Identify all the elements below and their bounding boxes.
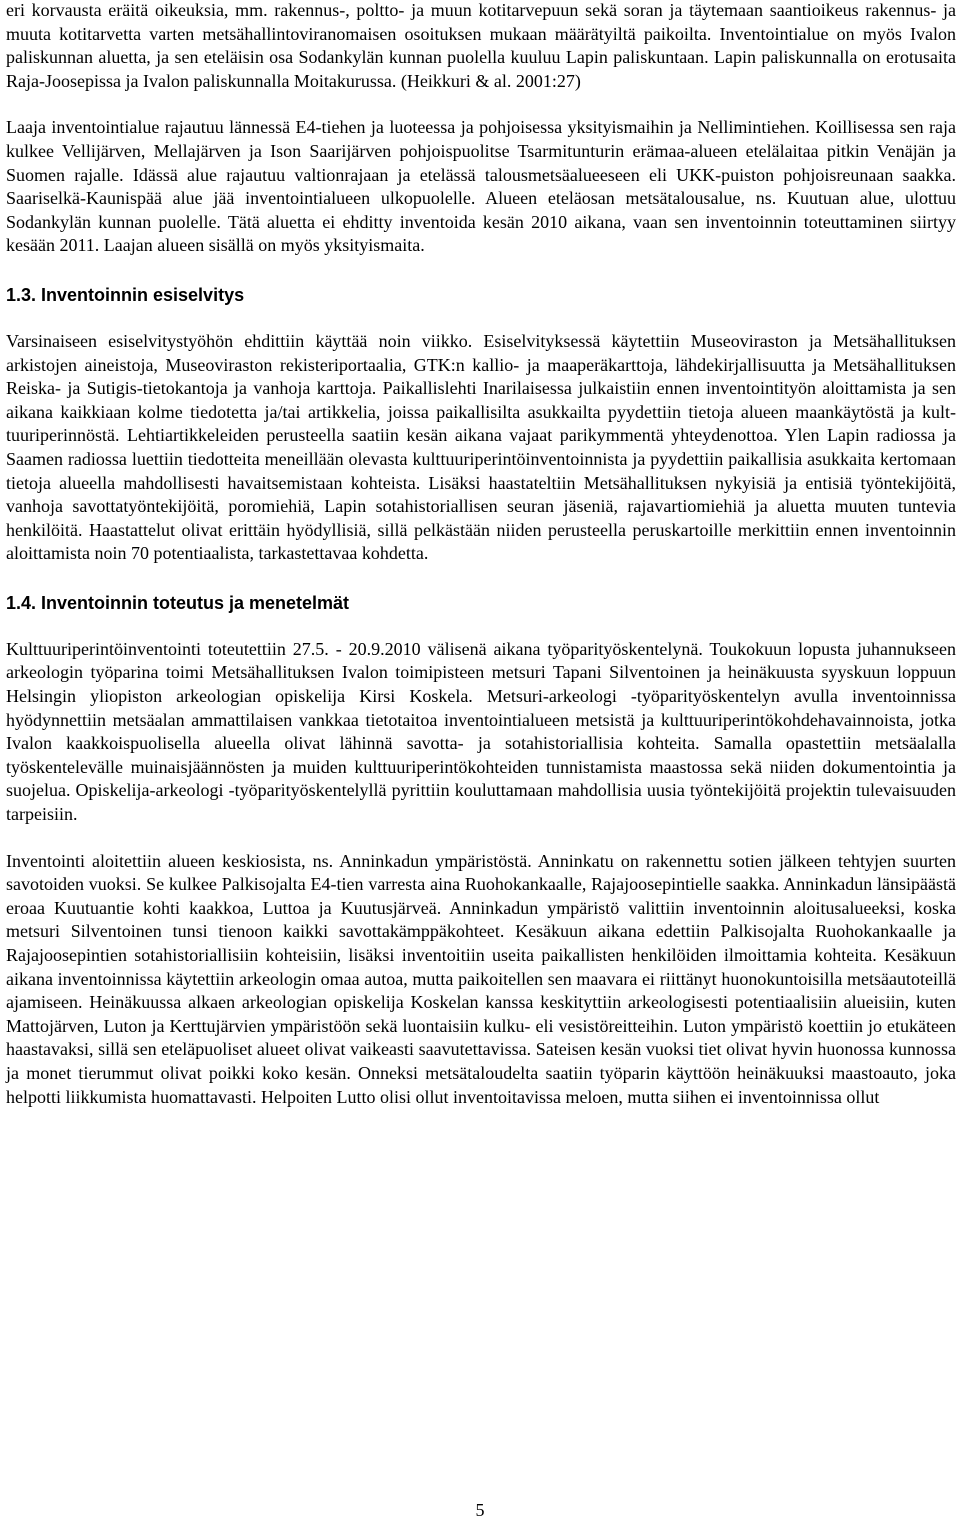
section-heading-esiselvitys: 1.3. Inventoinnin esiselvitys — [6, 284, 245, 305]
section-heading-toteutus: 1.4. Inventoinnin toteutus ja menetelmät — [6, 592, 350, 613]
document-page — [6, 0, 956, 1109]
paragraph-anninkatu: Inventointi aloitettiin alueen keskiosista, ns. Anninkadun ympäristöstä. Anninkatu on rakennettu sotien jälkeen tehtyjen suurten savotoiden vuoksi. Se kulkee Palkisojalta E4-tien varresta aina Ruohokankaalle, Rajajoosepintielle saakka. Anninkadun länsipäästä eroaa Kuutuantie kohti kaakkoa, Luttoa ja Kuutusjärveä. Anninkadun ympäristö valittiin inventoinnin aloitusalueeksi, koska metsuri Silventoinen tunsi tienoon kaikki savottakämppäkohteet. Kesäkuun aikana edettiin Palkisojalta Ruohokankaalle ja Rajajoosepintien sotahistoriallisiin kohteisiin, lisäksi inventoitiin useita paikallisten henkilöiden ilmoittamia kohteita. Kesäkuun aikana inventoinnissa käytettiin arkeologin omaa autoa, mutta paikoitellen sen maavara ei riittänyt huonokuntoisilla metsäautoteillä ajamiseen. Heinäkuussa alkaen arkeologian opiskelija Koskelan kanssa keskityttiin arkeologisesti potentiaalisiin alueisiin, kuten Mattojärven, Luton ja Kerttujärvien ympäristöön sekä luontaisiin kulku- eli vesistöreitteihin. Luton ympäristö koettiin jo etukäteen haastavaksi, sillä sen eteläpuoliset alueet olivat vaikeasti saavutettavissa. Sateisen kesän vuoksi tiet olivat hyvin huonossa kunnossa ja monet tierummut olivat poikki koko kesän. Onneksi metsätaloudelta saatiin työparin käyttöön heinäkuuksi maastoauto, joka helpotti liikkumista huomattavasti. Helpoiten Lutto olisi ollut inventoitavissa meloen, mutta siihen ei inventoinnissa ollut — [6, 850, 956, 1107]
paragraph-area-boundaries: Laaja inventointialue rajautuu lännessä E4-tiehen ja luoteessa ja pohjoisessa yksityismaihin ja Nellimintiehen. Koillisessa sen raja kulkee Vellijärven, Mellajärven ja Ison Saarijärven pohjoispuolitse Tsarmitunturin erämaa-alueen etelälaitaa pitkin Venäjän ja Suomen rajalle. Idässä alue rajautuu valtionrajaan ja etelässä talousmetsäalueeseen eli UKK-puiston pohjoisreunaan saakka. Saariselkä-Kaunispää alue jää inventointialueen ulkopuolelle. Alueen eteläosan metsätalousalue, ns. Kuutuan alue, ulottuu Sodankylän kunnan puolelle. Tätä aluetta ei ehditty inventoida kesän 2010 aikana, vaan sen inventoinnin toteuttaminen siirtyy kesään 2011. Laajan alueen sisällä on myös yksityismaita. — [6, 117, 956, 256]
paragraph-toteutus: Kulttuuriperintöinventointi toteutettiin 27.5. - 20.9.2010 välisenä aikana työparityöskentelynä. Toukokuun lopusta juhannukseen arkeologin työparina toimi Metsähallituksen Ivalon toimipisteen metsuri Tapani Silventoinen ja heinäkuusta syyskuun loppuun Helsingin yliopiston arkeologian opiskelija Kirsi Koskela. Metsuri-arkeologi -työparityöskentelyn avulla inventoinnissa hyödynnettiin metsäalan ammattilaisen vankkaa tietotaitoa inventointialueen metsistä ja kulttuuriperintökohdehavainnoista, jotka Ivalon kaakkoispuolisella alueella olivat lähinnä savotta- ja sotahistoriallisia kohteita. Samalla opastettiin metsäalalla työskentelevälle muinaisjäännösten ja muiden kulttuuriperintökohteiden tunnistamista maastossa sekä niiden dokumentointia ja suojelua. Opiskelija-arkeologi -työparityöskentelyllä pyrittiin kouluttamaan mahdollisia uusia työntekijöitä projektin tulevaisuuden tarpeisiin. — [6, 638, 956, 825]
page-number: 5 — [475, 1500, 485, 1520]
paragraph-esiselvitys: Varsinaiseen esiselvitystyöhön ehdittiin käyttää noin viikko. Esiselvityksessä käytettiin Museoviraston ja Metsähallituksen arkistojen aineistoja, Museoviraston rekisteriportaalia, GTK:n kallio- ja maaperäkarttoja, lähdekirjallisuutta ja Metsähallituksen Reiska- ja Sutigis-tietokantoja ja vanhoja karttoja. Paikallislehti Inarilaisessa julkaistiin ennen inventointityön aloittamista ja sen aikana kaikkiaan kolme tiedotetta ja/tai artikkelia, joissa paikallisilta asukkailta pyydettiin tietoja alueen maankäytöstä ja kulttuuriperinnöstä. Lehtiartikkeleiden perusteella saatiin kesän aikana vajaat parikymmentä yhteydenottoa. Ylen Lapin radiossa ja Saamen radiossa luettiin tiedotteita meneillään olevasta kulttuuriperintöinventoinnista ja pyydettiin paikallisia asukkaita kertomaan tietoja alueella mahdollisesti havaitsemistaan kohteista. Lisäksi haastateltiin Metsähallituksen nykyisiä ja entisiä työntekijöitä, vanhoja savottatyöntekijöitä, poromiehiä, Lapin sotahistoriallisen seuran jäseniä, rajavartiomiehiä ja aluetta muuten tuntevia henkilöitä. Haastattelut olivat erittäin hyödyllisiä, sillä pelkästään niiden perusteella peruskartoille merkittiin ennen inventoinnin aloittamista noin 70 potentiaalista, tarkastettavaa kohdetta. — [6, 330, 956, 564]
paragraph-paliskunta: eri korvausta eräitä oikeuksia, mm. rakennus-, poltto- ja muun kotitarvepuun sekä soran ja täytemaan saantioikeus rakennus- ja muuta kotitarvetta varten metsähallintoviranomaisen osoituksen mukaan määrätyiltä paikoilta. Inventointialue on myös Ivalon paliskunnan aluetta, ja sen eteläisin osa Sodankylän kunnan puolella kuuluu Lapin paliskuntaan. Lapin paliskunnalla on erotusaita Raja-Joosepissa ja Ivalon paliskunnalla Moitakurussa. (Heikkuri & al. 2001:27) — [6, 0, 956, 91]
